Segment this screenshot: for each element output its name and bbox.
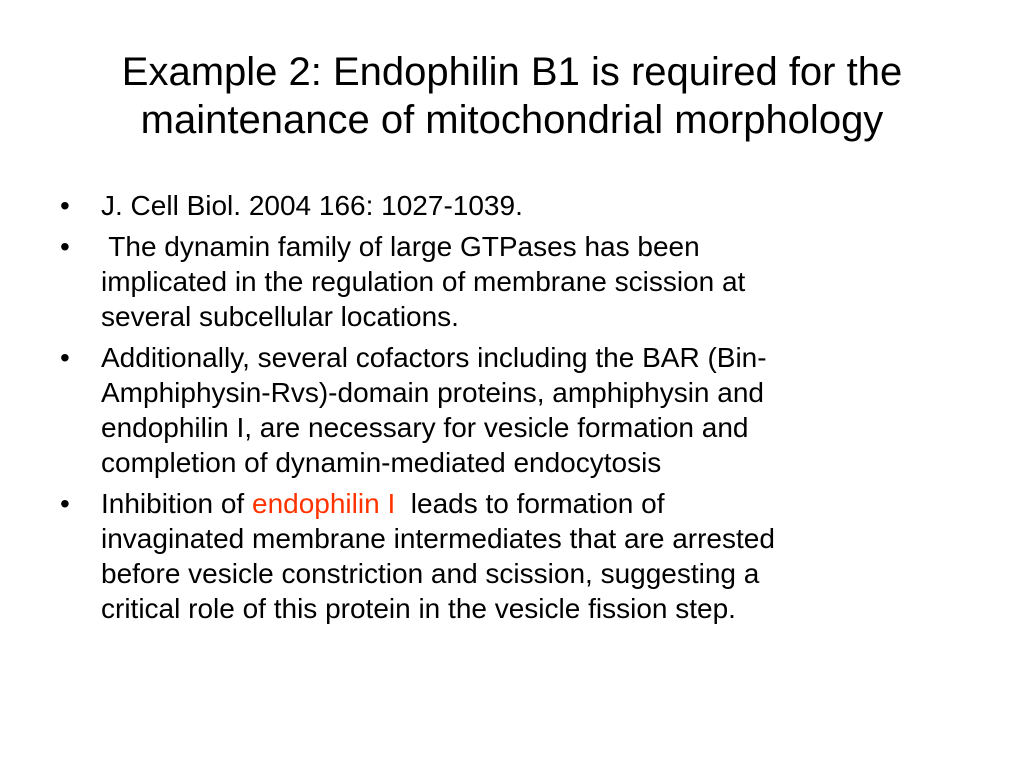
bullet-dot-icon: • — [60, 190, 70, 221]
bullet-dot-icon: • — [60, 231, 70, 262]
bullet-line: implicated in the regulation of membrane scission at — [101, 266, 746, 297]
bullet-dot-icon: • — [60, 488, 70, 519]
bullet-line: before vesicle constriction and scission, suggesting a — [101, 558, 760, 589]
bullet-item-dynamin-family — [60, 229, 960, 334]
bullet-text — [101, 229, 960, 334]
bullet-text — [101, 486, 960, 626]
bullet-line: invaginated membrane intermediates that are arrested — [101, 523, 775, 554]
bullet-line: critical role of this protein in the vesicle fission step. — [101, 593, 736, 624]
bullet-line: several subcellular locations. — [101, 301, 459, 332]
bullet-line: The dynamin family of large GTPases has been — [101, 231, 700, 262]
bullet-text — [101, 188, 960, 223]
bullet-item-citation — [60, 188, 960, 223]
bullet-line: J. Cell Biol. 2004 166: 1027-1039. — [101, 190, 523, 221]
title-line: Example 2: Endophilin B1 is required for the — [121, 50, 903, 94]
title-line: maintenance of mitochondrial morphology — [140, 98, 884, 142]
bullet-dot-icon: • — [60, 342, 70, 373]
highlighted-term-endophilin: endophilin I — [252, 488, 396, 519]
bullet-line: Additionally, several cofactors including the BAR (Bin- — [101, 342, 767, 373]
bullet-item-inhibition — [60, 486, 960, 626]
bullet-line: endophilin I, are necessary for vesicle formation and — [101, 412, 749, 443]
bullet-line — [101, 486, 960, 521]
bullet-list — [60, 188, 960, 632]
bullet-line: completion of dynamin-mediated endocytosis — [101, 447, 662, 478]
slide-title — [40, 48, 984, 144]
bullet-text — [101, 340, 960, 480]
bullet-item-cofactors — [60, 340, 960, 480]
bullet-text-segment: leads to formation of — [395, 488, 665, 519]
bullet-line: Amphiphysin-Rvs)-domain proteins, amphiphysin and — [101, 377, 764, 408]
bullet-text-segment: Inhibition of — [101, 488, 252, 519]
